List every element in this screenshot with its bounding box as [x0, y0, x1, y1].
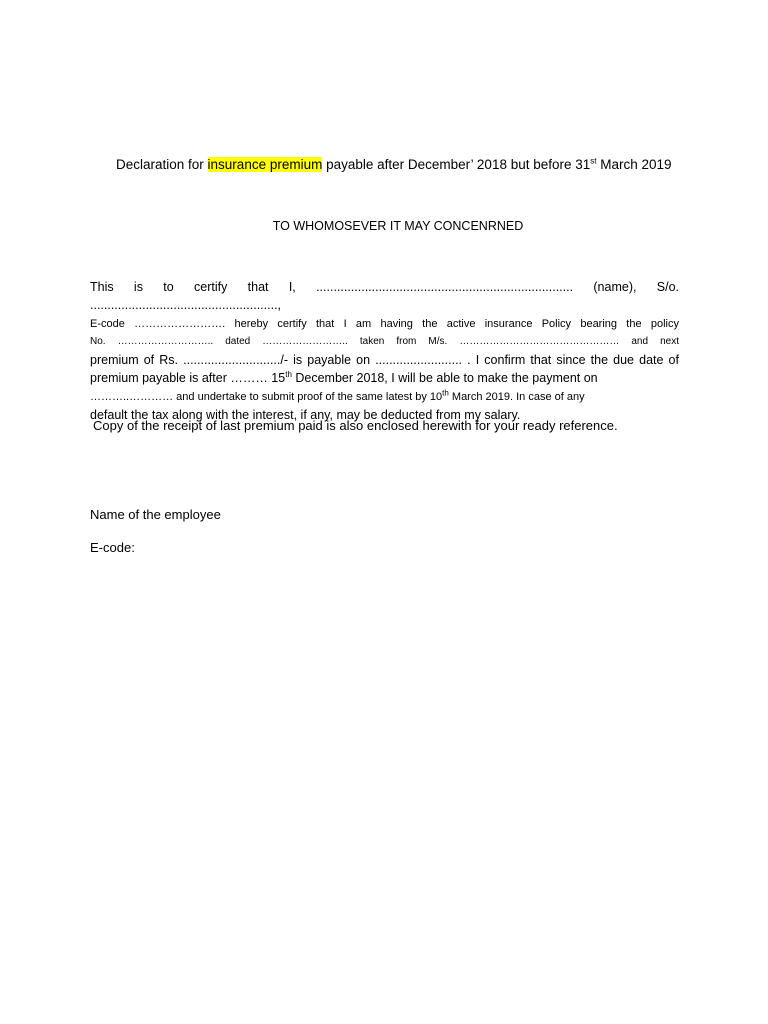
para-line-6 [90, 388, 679, 406]
para-line-6-pre: ………..………… and undertake to submit proof of the same latest by 10 [90, 390, 443, 403]
enclosure-note: Copy of the receipt of last premium paid is also enclosed herewith for your ready reference. [93, 418, 618, 433]
para-line-5-sup: th [285, 370, 292, 380]
para-line-7: default the tax along with the interest, if any, may be deducted from my salary. [90, 408, 521, 423]
para-line-4: premium of Rs. ............................/- is payable on ......................... . I confirm that since the due date of [90, 353, 679, 368]
heading-text-pre: Declaration for [116, 157, 208, 172]
para-line-5-post: December 2018, I will be able to make the payment on [291, 371, 598, 386]
declaration-heading [116, 157, 736, 172]
para-line-5 [90, 369, 679, 387]
employee-ecode-label: E-code: [90, 540, 135, 555]
para-line-3: No. ……………………….. dated …………………….. taken from M/s. ………………………………………… and next [90, 335, 679, 347]
para-line-5-pre: premium payable is after ……… 15 [90, 371, 286, 386]
certification-paragraph [90, 278, 679, 424]
heading-text-post: March 2019 [596, 157, 672, 172]
para-line-6-post: March 2019. In case of any [448, 390, 585, 403]
para-line-6-sup: th [442, 388, 449, 398]
heading-superscript: st [590, 156, 597, 166]
employee-name-label: Name of the employee [90, 507, 221, 522]
heading-text-mid: payable after December’ 2018 but before 31 [322, 157, 591, 172]
subject-line: TO WHOMOSEVER IT MAY CONCENRNED [272, 219, 524, 233]
heading-highlight: insurance premium [207, 157, 323, 172]
para-line-1: This is to certify that I, .......................................................................... (name), S/o. ......................................................, [90, 280, 679, 313]
para-line-2: E-code ……………………. hereby certify that I am having the active insurance Policy bearing the policy [90, 317, 679, 330]
